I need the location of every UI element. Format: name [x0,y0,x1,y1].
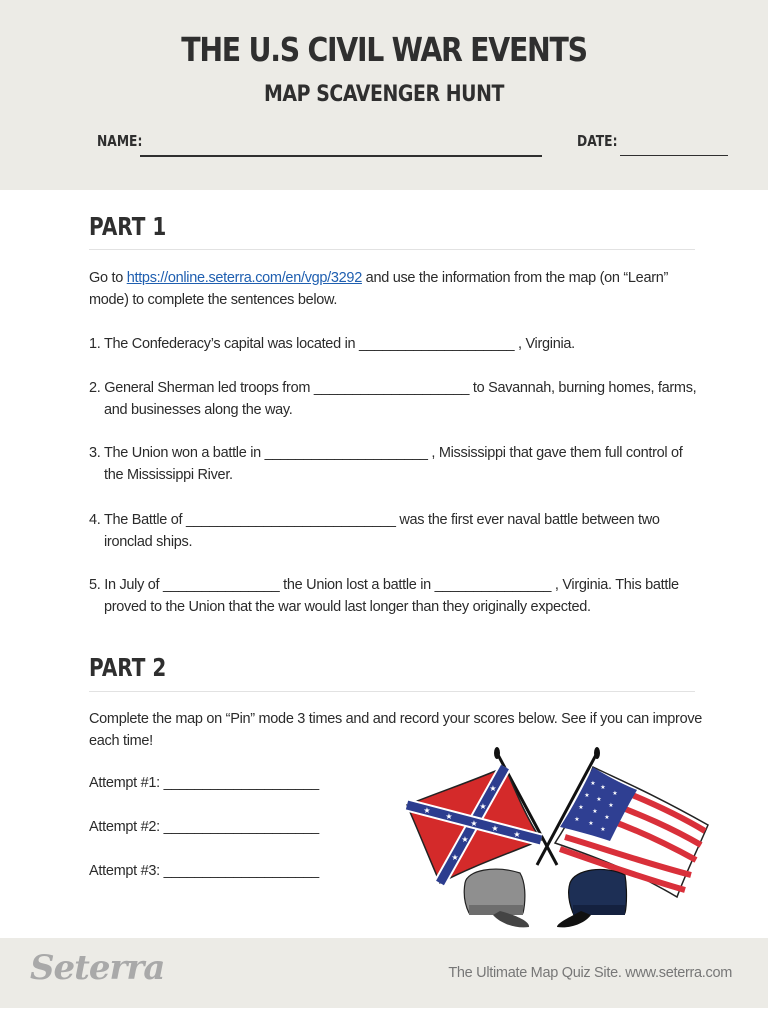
svg-text:★: ★ [574,816,580,823]
part2-heading: PART 2 [89,653,167,682]
part1-divider [89,249,695,250]
svg-text:★: ★ [461,835,469,844]
svg-text:★: ★ [423,806,431,815]
svg-text:★: ★ [600,826,606,833]
svg-text:★: ★ [592,808,598,815]
intro-prefix: Go to [89,270,127,286]
pole-tip-left [494,747,500,759]
svg-text:★: ★ [588,820,594,827]
name-field[interactable] [140,155,542,157]
footer-tagline: The Ultimate Map Quiz Site. www.seterra.com [448,965,732,981]
svg-text:★: ★ [445,812,453,821]
svg-text:★: ★ [451,853,459,862]
intro-suffix: and use the information from the map (on “Learn” mode) to complete the sentences below. [89,270,669,308]
date-field[interactable] [620,155,728,156]
worksheet-subtitle: MAP SCAVENGER HUNT [263,82,504,107]
union-cap [557,869,627,927]
worksheet-title: THE U.S CIVIL WAR EVENTS [181,30,587,69]
svg-text:★: ★ [600,784,606,791]
svg-text:★: ★ [513,830,521,839]
svg-text:★: ★ [608,802,614,809]
part2-intro: Complete the map on “Pin” mode 3 times and and record your scores below. See if you can improve each time! [89,711,703,749]
confederate-cap [464,869,529,927]
question-3: 3. The Union won a battle in _____________________ , Mississippi that gave them full control of the Mississippi River. [89,445,683,483]
svg-text:★: ★ [578,804,584,811]
footer-band [0,938,768,1008]
svg-text:★: ★ [604,814,610,821]
civil-war-flags-illustration [405,745,710,930]
confederate-flag [407,767,541,883]
question-4: 4. The Battle of ___________________________ was the first ever naval battle between two ironclad ships. [89,512,660,550]
svg-text:★: ★ [479,802,487,811]
question-2: 2. General Sherman led troops from ____________________ to Savannah, burning homes, farms, and businesses along the way. [89,380,697,418]
svg-text:★: ★ [470,819,478,828]
name-label: NAME: [97,132,143,150]
svg-text:★: ★ [489,784,497,793]
date-label: DATE: [577,132,618,150]
question-1: 1. The Confederacy’s capital was located in ____________________ , Virginia. [89,336,575,352]
seterra-logo: Seterra [30,948,165,988]
seterra-map-link[interactable]: https://online.seterra.com/en/vgp/3292 [126,270,362,286]
svg-text:★: ★ [596,796,602,803]
header-band [0,0,768,190]
svg-text:★: ★ [590,780,596,787]
svg-text:★: ★ [491,824,499,833]
part1-heading: PART 1 [89,212,167,241]
pole-tip-right [594,747,600,759]
question-5: 5. In July of _______________ the Union lost a battle in _______________ , Virginia. This battle proved to the Union that the war would last longer than they originally expected. [89,577,679,615]
part2-divider [89,691,695,692]
svg-text:★: ★ [612,790,618,797]
part1-intro [89,267,689,311]
attempt-1: Attempt #1: ____________________ [89,775,319,791]
attempt-2: Attempt #2: ____________________ [89,819,319,835]
svg-text:★: ★ [584,792,590,799]
attempt-3: Attempt #3: ____________________ [89,863,319,879]
